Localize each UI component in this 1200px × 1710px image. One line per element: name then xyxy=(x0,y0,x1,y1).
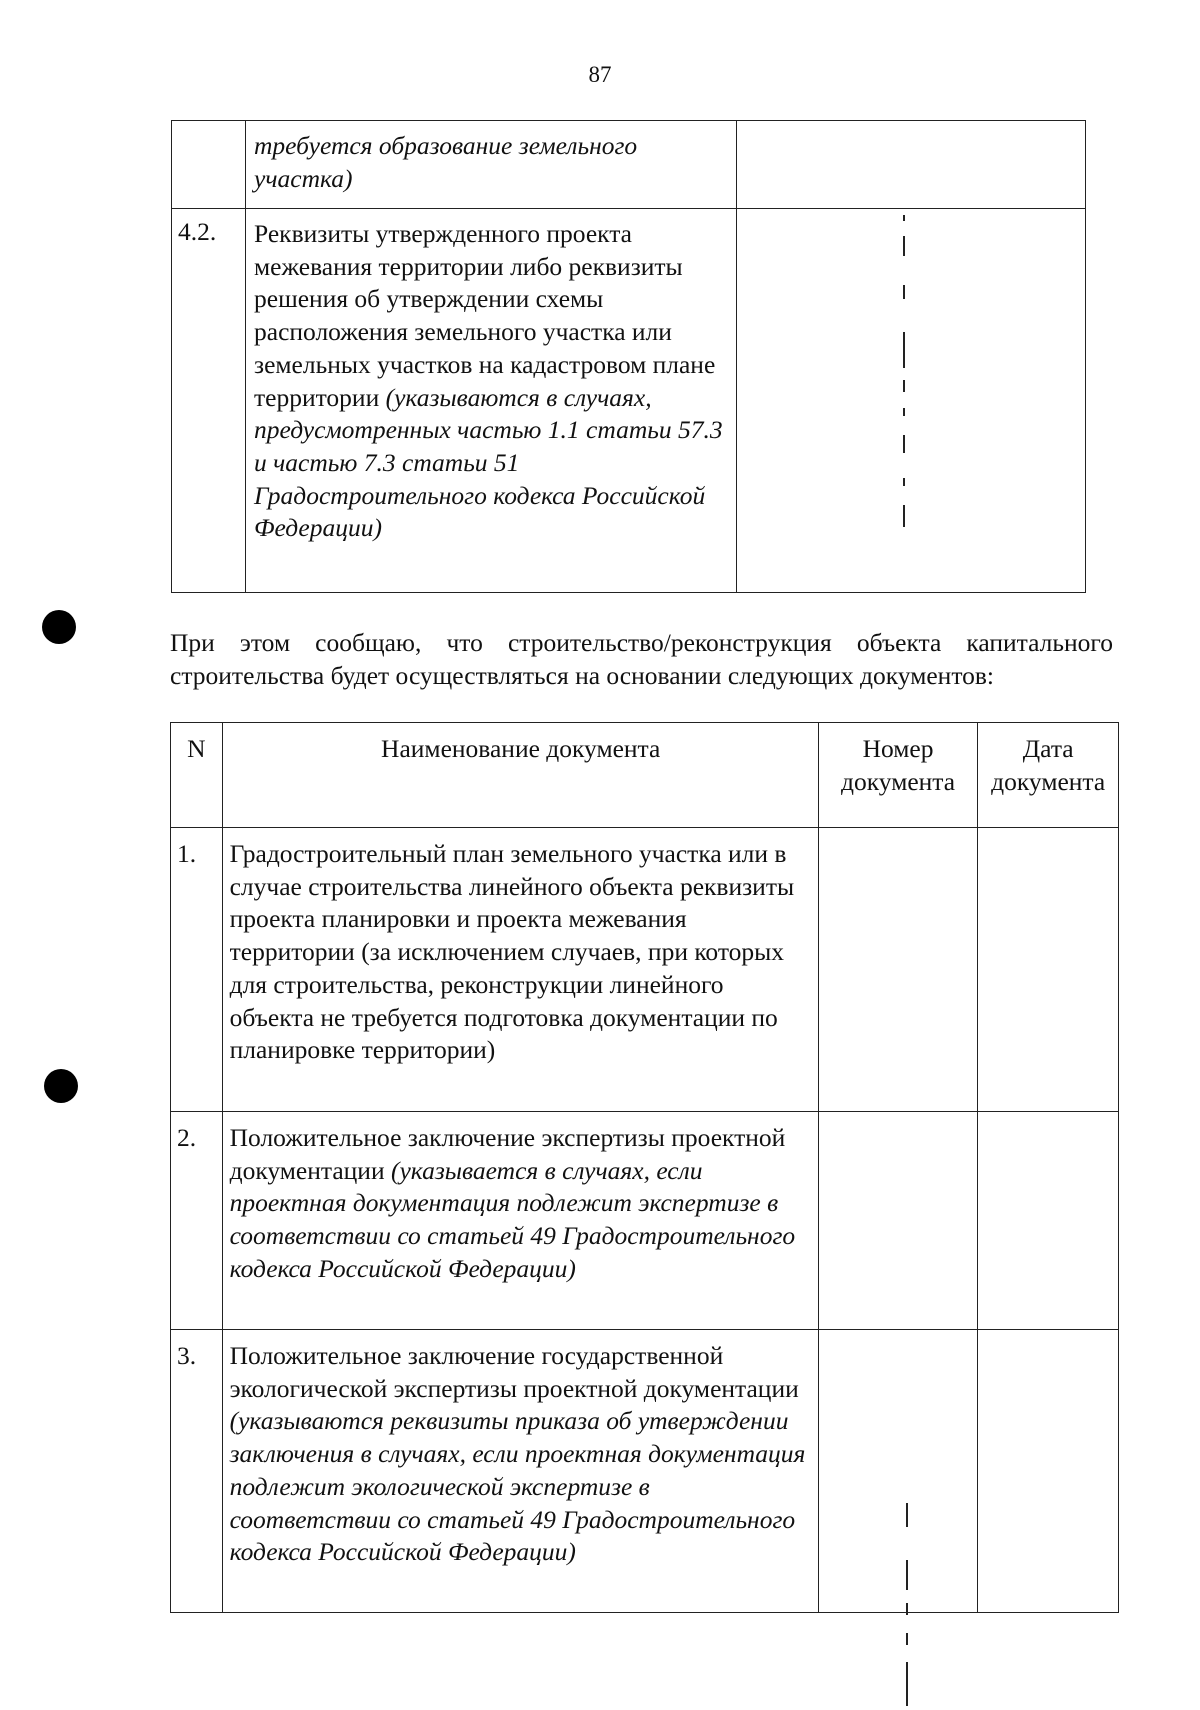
row-number: 2. xyxy=(171,1112,223,1330)
documents-table xyxy=(170,722,1119,1613)
row-doc-number xyxy=(818,1112,978,1330)
scan-artifact-line xyxy=(906,1560,908,1590)
row-value xyxy=(736,121,1085,209)
scan-artifact-line xyxy=(903,332,905,368)
scan-artifact-line xyxy=(903,505,905,527)
header-num: N xyxy=(171,723,223,828)
row-doc-number xyxy=(818,1330,978,1613)
row-doc-number xyxy=(818,828,978,1112)
scan-artifact-line xyxy=(906,1633,908,1645)
header-name: Наименование документа xyxy=(222,723,818,828)
table-row xyxy=(172,209,1086,593)
intro-paragraph xyxy=(170,627,1113,692)
row-text: Положительное заключение экспертизы проектной документации (указывается в случаях, если проектная документация подлежит экспертизе в соответствии со статьей 49 Градостроительного кодекса Российской Федерации) xyxy=(222,1112,818,1330)
scan-artifact-line xyxy=(903,215,905,221)
scan-artifact-line xyxy=(906,1603,908,1615)
intro-line: строительства будет осуществляться на основании следующих документов: xyxy=(170,660,995,690)
page-number: 87 xyxy=(588,62,612,87)
scan-artifact-line xyxy=(903,236,905,256)
row-number: 1. xyxy=(171,828,223,1112)
row-doc-date xyxy=(978,828,1119,1112)
table-row xyxy=(171,828,1119,1112)
scan-artifact-line xyxy=(903,380,905,392)
continuation-table xyxy=(171,120,1086,593)
scan-artifact-line xyxy=(906,1503,908,1527)
row-doc-date xyxy=(978,1330,1119,1613)
table-header-row xyxy=(171,723,1119,828)
table-row xyxy=(171,1112,1119,1330)
row-number: 4.2. xyxy=(172,209,246,593)
punch-hole-icon xyxy=(42,610,76,644)
row-value xyxy=(736,209,1085,593)
header-doc-date: Дата документа xyxy=(978,723,1119,828)
header-doc-number: Номер документа xyxy=(818,723,978,828)
row-text: Реквизиты утвержденного проекта межевания территории либо реквизиты решения об утверждении схемы расположения земельного участка или земельных участков на кадастровом плане территории (указываются в случаях, предусмотренных частью 1.1 статьи 57.3 и частью 7.3 статьи 51 Градостроительного кодекса Российской Федерации) xyxy=(246,209,737,593)
scan-artifact-line xyxy=(903,435,905,453)
table-row xyxy=(172,121,1086,209)
row-text: требуется образование земельного участка) xyxy=(246,121,737,209)
row-doc-date xyxy=(978,1112,1119,1330)
row-text: Градостроительный план земельного участка или в случае строительства линейного объекта реквизиты проекта планировки и проекта межевания территории (за исключением случаев, при которых для строительства, реконструкции линейного объекта не требуется подготовка документации по планировке территории) xyxy=(222,828,818,1112)
table-row xyxy=(171,1330,1119,1613)
row-text: Положительное заключение государственной экологической экспертизы проектной документации (указываются реквизиты приказа об утверждении заключения в случаях, если проектная документация подлежит экологической экспертизе в соответствии со статьей 49 Градостроительного кодекса Российской Федерации) xyxy=(222,1330,818,1613)
intro-line: При этом сообщаю, что строительство/реконструкция объекта капитального xyxy=(170,628,1113,657)
row-number xyxy=(172,121,246,209)
scan-artifact-line xyxy=(903,285,905,299)
scan-artifact-line xyxy=(903,408,905,416)
row-number: 3. xyxy=(171,1330,223,1613)
scan-artifact-line xyxy=(903,478,905,486)
punch-hole-icon xyxy=(44,1069,78,1103)
scan-artifact-line xyxy=(906,1662,908,1706)
